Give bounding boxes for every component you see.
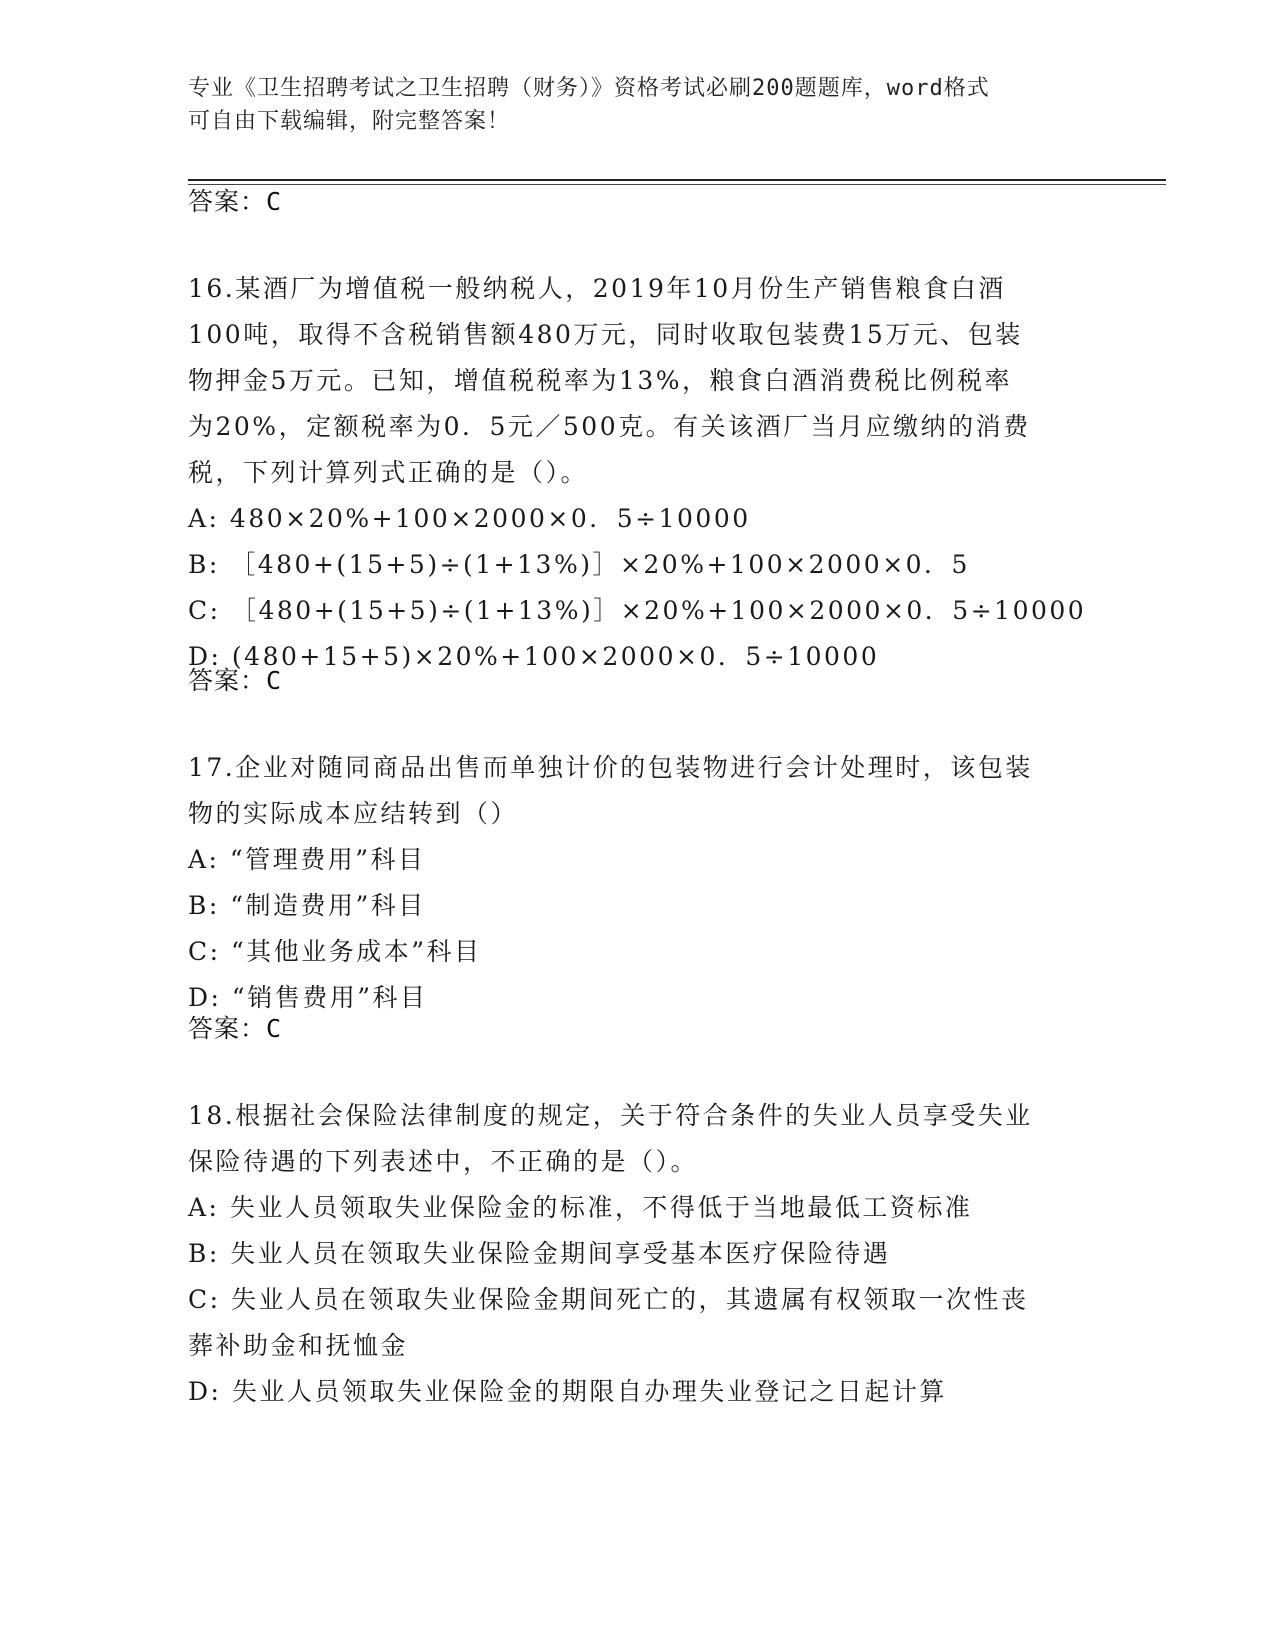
option-d: D: 失业人员领取失业保险金的期限自办理失业登记之日起计算 — [188, 1377, 947, 1406]
question-16 — [188, 266, 1088, 680]
option-d: D: (480+15+5)×20%+100×2000×0．5÷10000 — [188, 642, 880, 671]
question-text-line: 物押金5万元。已知，增值税税率为13%，粮食白酒消费税比例税率 — [188, 366, 1012, 395]
option-a: A: “管理费用”科目 — [188, 845, 426, 874]
option-b: B: ［480+(15+5)÷(1+13%)］×20%+100×2000×0．5 — [188, 550, 970, 579]
option-d: D: “销售费用”科目 — [188, 983, 428, 1012]
question-text-line: 17.企业对随同商品出售而单独计价的包装物进行会计处理时，该包装 — [188, 753, 1033, 782]
question-text-line: 18.根据社会保险法律制度的规定，关于符合条件的失业人员享受失业 — [188, 1101, 1033, 1130]
document-header — [188, 72, 1088, 138]
option-a: A: 480×20%+100×2000×0．5÷10000 — [188, 504, 751, 533]
header-divider-thick — [188, 179, 1166, 181]
question-text-line: 保险待遇的下列表述中，不正确的是（）。 — [188, 1147, 699, 1176]
question-text-line: 物的实际成本应结转到（） — [188, 799, 519, 828]
question-text-line: 100吨，取得不含税销售额480万元，同时收取包装费15万元、包装 — [188, 320, 1023, 349]
answer-prev: 答案：C — [188, 187, 283, 216]
option-c: C: “其他业务成本”科目 — [188, 937, 482, 966]
question-text-line: 16.某酒厂为增值税一般纳税人，2019年10月份生产销售粮食白酒 — [188, 274, 1006, 303]
question-17 — [188, 745, 1088, 1021]
question-18 — [188, 1093, 1088, 1415]
header-divider-thin — [188, 184, 1166, 185]
question-text-line: 税，下列计算列式正确的是（）。 — [188, 458, 589, 487]
answer-16: 答案：C — [188, 666, 283, 695]
header-line-1: 专业《卫生招聘考试之卫生招聘（财务）》资格考试必刷200题题库，word格式 — [188, 76, 990, 101]
option-c-continued: 葬补助金和抚恤金 — [188, 1331, 409, 1360]
question-text-line: 为20%，定额税率为0．5元／500克。有关该酒厂当月应缴纳的消费 — [188, 412, 1031, 441]
option-b: B: “制造费用”科目 — [188, 891, 426, 920]
option-a: A: 失业人员领取失业保险金的标准，不得低于当地最低工资标准 — [188, 1193, 973, 1222]
option-b: B: 失业人员在领取失业保险金期间享受基本医疗保险待遇 — [188, 1239, 891, 1268]
option-c: C: 失业人员在领取失业保险金期间死亡的，其遗属有权领取一次性丧 — [188, 1285, 1029, 1314]
option-c: C: ［480+(15+5)÷(1+13%)］×20%+100×2000×0．5÷10000 — [188, 596, 1087, 625]
answer-17: 答案：C — [188, 1014, 283, 1043]
header-line-2: 可自由下载编辑，附完整答案！ — [188, 109, 511, 134]
